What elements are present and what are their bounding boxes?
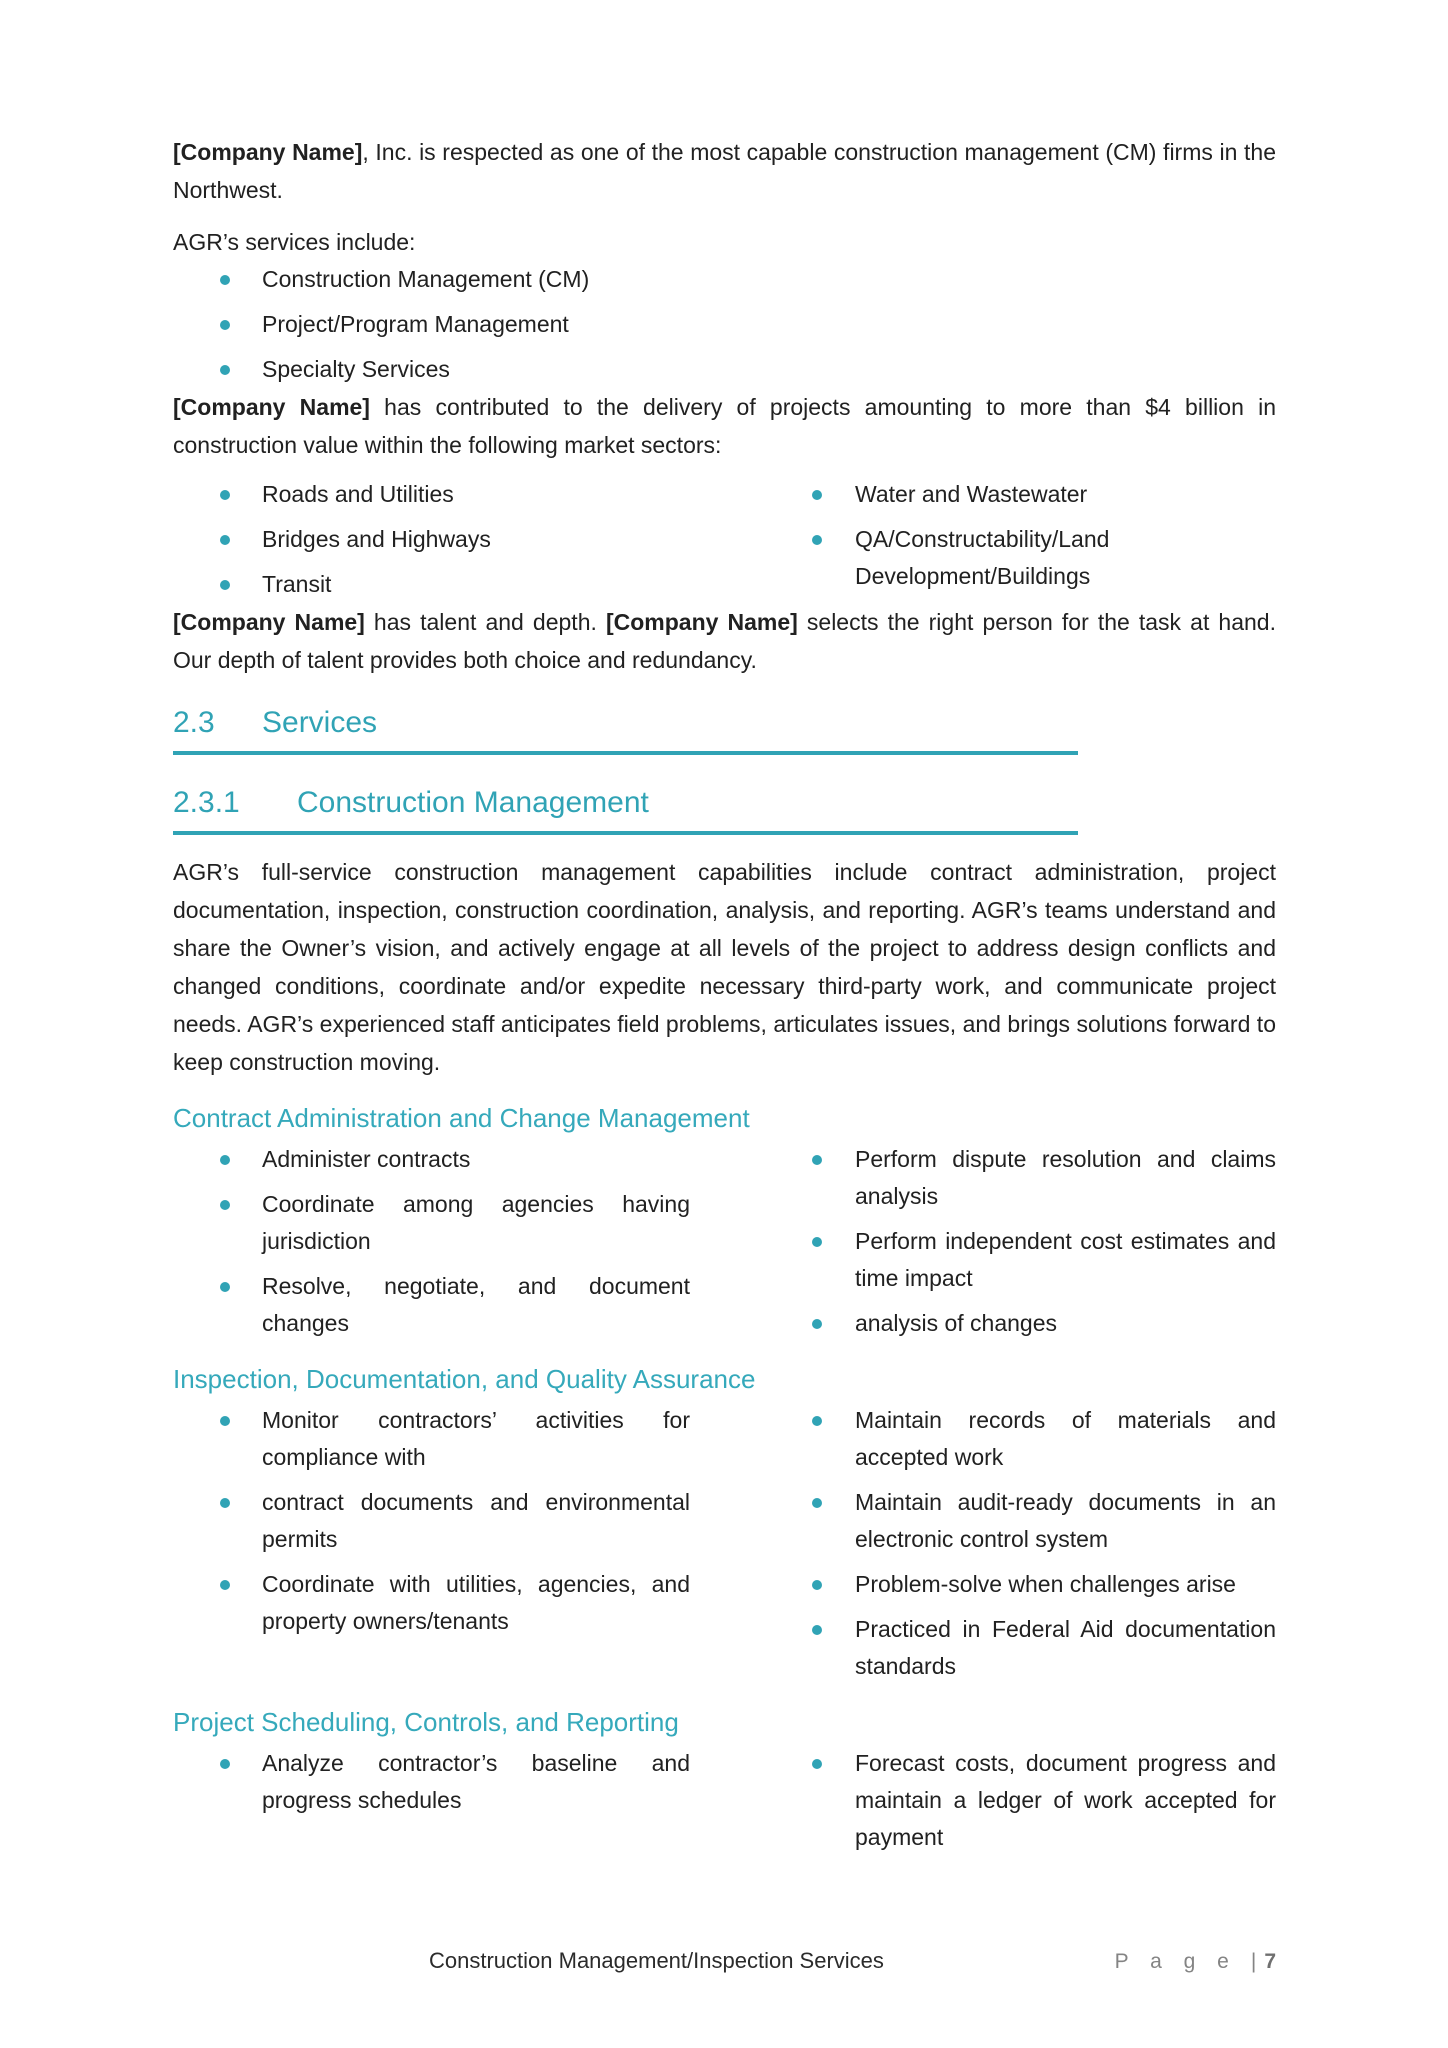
list-item-label: Coordinate among agencies having jurisdiction — [262, 1191, 690, 1254]
list-item-label: Bridges and Highways — [262, 526, 491, 552]
bullet-icon — [812, 1625, 822, 1635]
intro-paragraph-1 — [173, 133, 1276, 209]
list-item — [812, 1484, 1276, 1558]
bullet-icon — [220, 1580, 230, 1590]
bullet-icon — [812, 1759, 822, 1769]
bullet-icon — [812, 1319, 822, 1329]
bullet-icon — [812, 1580, 822, 1590]
list-item-label: QA/Constructability/Land Development/Buildings — [855, 526, 1110, 589]
group-right-list — [812, 1745, 1276, 1856]
section-heading-construction-management — [173, 783, 1276, 823]
group-right-list — [812, 1141, 1276, 1342]
bullet-icon — [220, 1282, 230, 1292]
bullet-icon — [812, 535, 822, 545]
list-item-label: Administer contracts — [262, 1146, 471, 1172]
company-name-placeholder: [Company Name] — [173, 394, 370, 420]
market-sectors-right — [812, 476, 1276, 595]
market-sectors-columns — [173, 476, 1276, 603]
list-item-label: Coordinate with utilities, agencies, and property owners/tenants — [262, 1571, 690, 1634]
list-item — [812, 1611, 1276, 1685]
list-item — [173, 566, 812, 603]
list-item-label: Maintain records of materials and accepted work — [855, 1407, 1276, 1470]
bullet-icon — [220, 1416, 230, 1426]
intro-paragraph-2-text: has contributed to the delivery of projects amounting to more than $4 billion in construction value within the following market sectors: — [173, 394, 1276, 458]
group-right-list — [812, 1402, 1276, 1685]
intro-paragraph-1-text: , Inc. is respected as one of the most capable construction management (CM) firms in the Northwest. — [173, 139, 1276, 203]
construction-management-paragraph: AGR’s full-service construction management capabilities include contract administration, project documentation, inspection, construction coordination, analysis, and reporting. AGR’s teams understand and share the Owner’s vision, and actively engage at all levels of the project to address design conflicts and changed conditions, coordinate and/or expedite necessary third-party work, and communicate project needs. AGR’s experienced staff anticipates field problems, articulates issues, and brings solutions forward to keep construction moving. — [173, 859, 1276, 1075]
list-item — [173, 1268, 812, 1342]
section-number: 2.3.1 — [173, 786, 240, 819]
bullet-icon — [812, 1237, 822, 1247]
intro-paragraph-3 — [173, 603, 1276, 679]
services-lead: AGR’s services include: — [173, 229, 416, 255]
list-item — [173, 521, 812, 558]
list-item-label: analysis of changes — [855, 1310, 1058, 1336]
bullet-icon — [812, 1416, 822, 1426]
group-heading-inspection-documentation: Inspection, Documentation, and Quality Assurance — [173, 1364, 756, 1394]
bullet-icon — [220, 1759, 230, 1769]
footer-page-word: P a g e — [1114, 1950, 1237, 1973]
section-number: 2.3 — [173, 706, 215, 739]
list-item-label: contract documents and environmental permits — [262, 1489, 690, 1552]
bullet-icon — [220, 1155, 230, 1165]
list-item — [173, 1402, 812, 1476]
intro-paragraph-2 — [173, 388, 1276, 464]
bullet-icon — [812, 490, 822, 500]
group-left-list — [173, 1745, 812, 1819]
company-name-placeholder: [Company Name] — [605, 609, 798, 635]
intro-paragraph-3-text-2: selects the right person for the task at hand. Our depth of talent provides both choice and redundancy. — [173, 609, 1276, 673]
footer-page-separator: | — [1250, 1950, 1257, 1973]
list-item — [173, 1745, 812, 1819]
list-item-label: Transit — [262, 571, 332, 597]
list-item-label: Specialty Services — [262, 356, 450, 382]
list-item-label: Roads and Utilities — [262, 481, 454, 507]
bullet-icon — [220, 1200, 230, 1210]
list-item-label: Maintain audit-ready documents in an electronic control system — [855, 1489, 1276, 1552]
list-item — [173, 1484, 812, 1558]
list-item — [173, 1566, 812, 1640]
bullet-icon — [220, 490, 230, 500]
company-name-placeholder: [Company Name] — [173, 609, 365, 635]
section-underline-rule — [173, 751, 1078, 755]
list-item — [812, 1402, 1276, 1476]
bullet-icon — [220, 320, 230, 330]
section-heading-services — [173, 703, 1276, 743]
list-item — [173, 306, 1276, 343]
bullet-icon — [812, 1155, 822, 1165]
list-item — [812, 1141, 1276, 1215]
list-item — [173, 476, 812, 513]
list-item-label: Problem-solve when challenges arise — [855, 1571, 1236, 1597]
list-item-label: Resolve, negotiate, and document changes — [262, 1273, 690, 1336]
list-item-label: Perform independent cost estimates and time impact — [855, 1228, 1276, 1291]
group-columns — [173, 1141, 1276, 1342]
footer-document-title: Construction Management/Inspection Services — [429, 1948, 884, 1973]
intro-paragraph-3-text-1: has talent and depth. — [364, 609, 606, 635]
bullet-icon — [220, 535, 230, 545]
page-content — [173, 133, 1276, 1856]
section-title: Construction Management — [297, 786, 649, 819]
list-item — [173, 1141, 812, 1178]
list-item-label: Construction Management (CM) — [262, 266, 590, 292]
list-item — [812, 476, 1276, 513]
bullet-icon — [220, 275, 230, 285]
list-item — [812, 521, 1276, 595]
group-left-list — [173, 1141, 812, 1342]
bullet-icon — [220, 580, 230, 590]
group-heading-contract-administration: Contract Administration and Change Management — [173, 1103, 750, 1133]
market-sectors-left — [173, 476, 812, 603]
footer-page-indicator — [1115, 1950, 1276, 1974]
group-heading-project-scheduling: Project Scheduling, Controls, and Reporting — [173, 1707, 679, 1737]
list-item — [173, 1186, 812, 1260]
services-list — [173, 261, 1276, 388]
section-underline-rule — [173, 831, 1078, 835]
group-columns — [173, 1745, 1276, 1856]
list-item — [812, 1745, 1276, 1856]
list-item-label: Monitor contractors’ activities for compliance with — [262, 1407, 690, 1470]
list-item — [812, 1566, 1276, 1603]
list-item-label: Analyze contractor’s baseline and progress schedules — [262, 1750, 690, 1813]
list-item-label: Water and Wastewater — [855, 481, 1088, 507]
group-columns — [173, 1402, 1276, 1685]
group-left-list — [173, 1402, 812, 1640]
bullet-icon — [220, 1498, 230, 1508]
bullet-icon — [220, 365, 230, 375]
list-item — [173, 351, 1276, 388]
page-footer — [173, 1948, 1276, 1974]
list-item — [812, 1223, 1276, 1297]
list-item — [812, 1305, 1276, 1342]
list-item — [173, 261, 1276, 298]
list-item-label: Practiced in Federal Aid documentation standards — [855, 1616, 1276, 1679]
list-item-label: Perform dispute resolution and claims analysis — [855, 1146, 1276, 1209]
section-title: Services — [262, 706, 378, 739]
company-name-placeholder: [Company Name] — [173, 139, 363, 165]
bullet-icon — [812, 1498, 822, 1508]
list-item-label: Forecast costs, document progress and maintain a ledger of work accepted for payment — [855, 1750, 1276, 1850]
footer-page-number: 7 — [1264, 1950, 1276, 1973]
list-item-label: Project/Program Management — [262, 311, 569, 337]
